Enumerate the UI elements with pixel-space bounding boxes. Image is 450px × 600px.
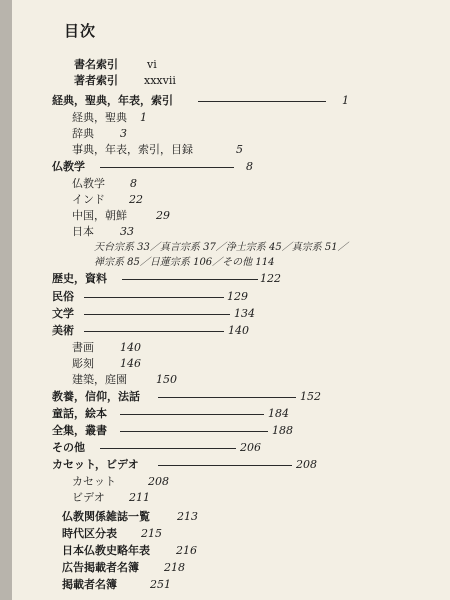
toc-section-page: 188 <box>272 424 293 437</box>
toc-entry-label[interactable]: 書名索引 <box>74 58 118 71</box>
toc-section-label[interactable]: 経典，聖典，年表，索引 <box>52 94 173 107</box>
leader-line <box>122 279 258 280</box>
toc-section-page: 122 <box>260 272 281 285</box>
toc-entry-page: 215 <box>141 527 162 540</box>
toc-subentry-label[interactable]: 彫刻 <box>72 357 94 370</box>
leader-line <box>100 448 236 449</box>
leader-line <box>198 101 326 102</box>
toc-subentry-page: 146 <box>120 357 141 370</box>
leader-line <box>158 465 292 466</box>
toc-subentry-label[interactable]: カセット <box>72 475 116 488</box>
toc-subentry-page: 22 <box>129 193 143 206</box>
leader-line <box>100 167 234 168</box>
toc-section-label[interactable]: 歴史，資料 <box>52 272 107 285</box>
toc-section-page: 208 <box>296 458 317 471</box>
toc-entry-label[interactable]: 日本仏教史略年表 <box>62 544 150 557</box>
toc-entry-page: 216 <box>176 544 197 557</box>
toc-subentry-page: 3 <box>120 127 127 140</box>
toc-section-label[interactable]: 文学 <box>52 307 74 320</box>
leader-line <box>84 314 230 315</box>
toc-entry-label[interactable]: 仏教関係雑誌一覧 <box>62 510 150 523</box>
leader-line <box>120 414 264 415</box>
toc-section-page: 1 <box>342 94 349 107</box>
toc-subentry-page: 1 <box>140 111 147 124</box>
toc-subentry-label[interactable]: 辞典 <box>72 127 94 140</box>
toc-subentry-page: 29 <box>156 209 170 222</box>
toc-section-label[interactable]: 童話，絵本 <box>52 407 107 420</box>
toc-subentry-label[interactable]: ビデオ <box>72 491 105 504</box>
toc-section-label[interactable]: 民俗 <box>52 290 74 303</box>
toc-subentry-label[interactable]: 仏教学 <box>72 177 105 190</box>
leader-line <box>158 397 296 398</box>
page-title: 目次 <box>64 22 97 40</box>
toc-section-page: 184 <box>268 407 289 420</box>
toc-section-page: 129 <box>227 290 248 303</box>
toc-section-label[interactable]: 仏教学 <box>52 160 85 173</box>
toc-subentry-page: 5 <box>236 143 243 156</box>
toc-subentry-page: 208 <box>148 475 169 488</box>
toc-section-page: 152 <box>300 390 321 403</box>
toc-subsub-list: 天台宗系 33／真言宗系 37／浄土宗系 45／真宗系 51／ <box>94 242 348 253</box>
toc-entry-page: 251 <box>150 578 171 591</box>
toc-entry-page: 218 <box>164 561 185 574</box>
leader-line <box>84 331 224 332</box>
toc-section-page: 140 <box>228 324 249 337</box>
toc-section-label[interactable]: 教養，信仰，法話 <box>52 390 140 403</box>
toc-entry-page: vi <box>147 58 157 71</box>
toc-subentry-label[interactable]: 中国，朝鮮 <box>72 209 127 222</box>
toc-section-page: 206 <box>240 441 261 454</box>
toc-section-label[interactable]: 美術 <box>52 324 74 337</box>
toc-entry-label[interactable]: 広告掲載者名簿 <box>62 561 139 574</box>
toc-section-label[interactable]: 全集，叢書 <box>52 424 107 437</box>
toc-subentry-label[interactable]: 経典，聖典 <box>72 111 127 124</box>
toc-section-page: 134 <box>234 307 255 320</box>
toc-subentry-label[interactable]: インド <box>72 193 105 206</box>
toc-entry-page: 213 <box>177 510 198 523</box>
toc-section-page: 8 <box>246 160 253 173</box>
toc-subentry-label[interactable]: 日本 <box>72 225 94 238</box>
toc-entry-label[interactable]: 時代区分表 <box>62 527 117 540</box>
toc-subentry-page: 140 <box>120 341 141 354</box>
toc-subentry-label[interactable]: 事典，年表，索引，目録 <box>72 143 193 156</box>
toc-subentry-page: 33 <box>120 225 134 238</box>
toc-subentry-label[interactable]: 建築，庭園 <box>72 373 127 386</box>
toc-entry-label[interactable]: 掲載者名簿 <box>62 578 117 591</box>
toc-page <box>12 0 450 600</box>
toc-entry-page: xxxvii <box>144 74 176 87</box>
toc-subsub-list: 禅宗系 85／日蓮宗系 106／その他 114 <box>94 257 275 268</box>
leader-line <box>120 431 268 432</box>
toc-entry-label[interactable]: 著者索引 <box>74 74 118 87</box>
toc-subentry-page: 211 <box>129 491 150 504</box>
leader-line <box>84 297 224 298</box>
toc-subentry-label[interactable]: 書画 <box>72 341 94 354</box>
toc-section-label[interactable]: その他 <box>52 441 85 454</box>
toc-subentry-page: 8 <box>130 177 137 190</box>
toc-section-label[interactable]: カセット，ビデオ <box>52 458 139 471</box>
toc-subentry-page: 150 <box>156 373 177 386</box>
